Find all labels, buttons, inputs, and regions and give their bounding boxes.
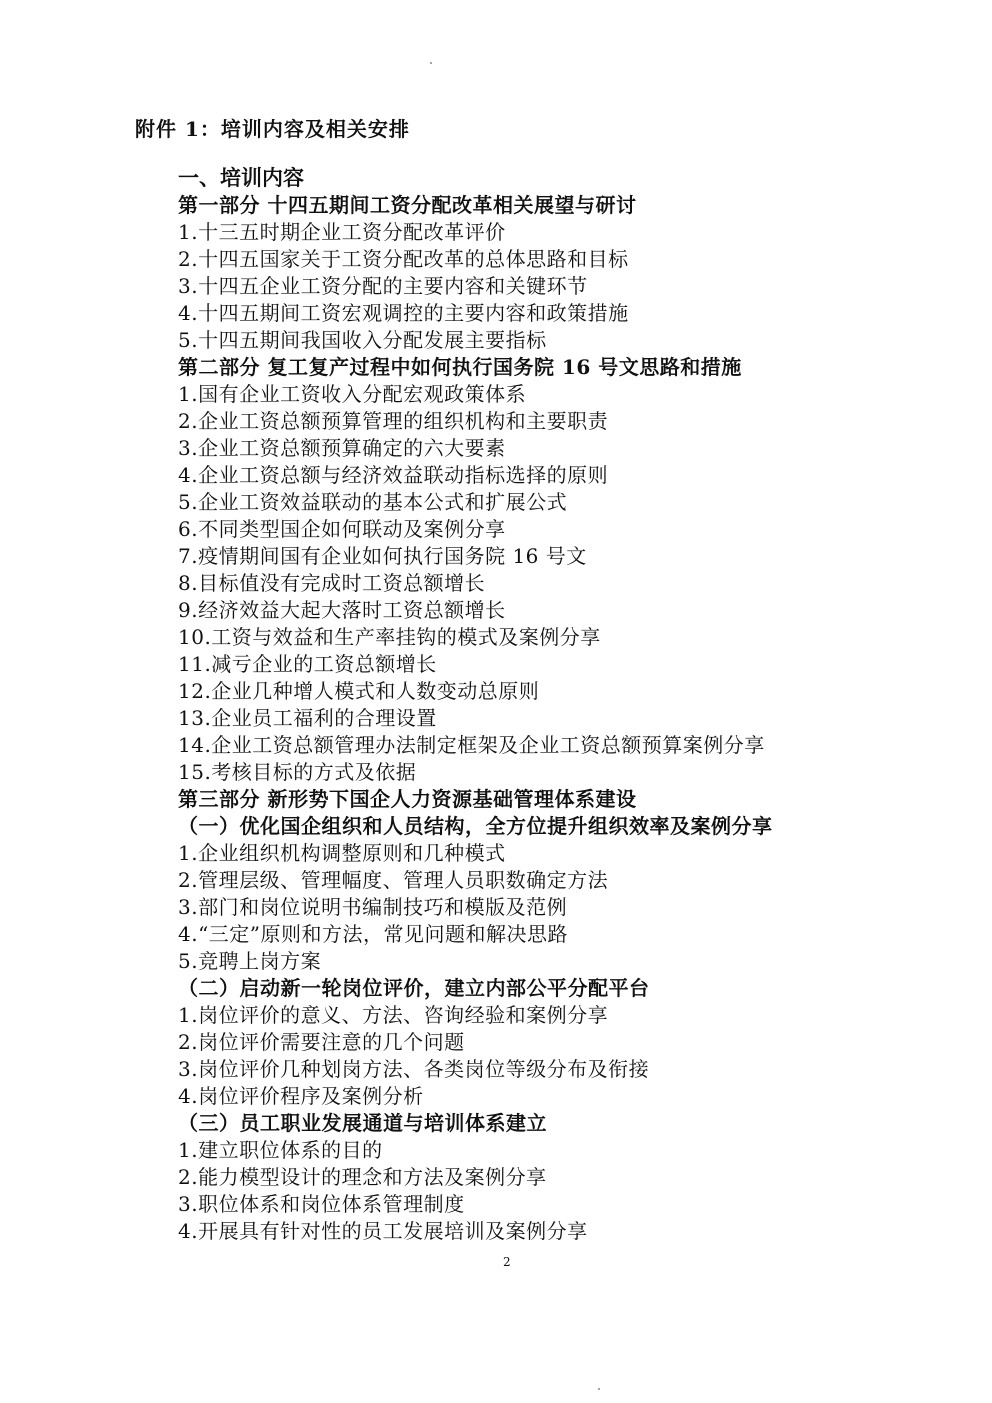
list-item: 15.考核目标的方式及依据 xyxy=(178,760,417,784)
list-item: 2.岗位评价需要注意的几个问题 xyxy=(178,1030,465,1054)
list-item: 2.能力模型设计的理念和方法及案例分享 xyxy=(178,1165,547,1189)
list-item: 14.企业工资总额管理办法制定框架及企业工资总额预算案例分享 xyxy=(178,733,765,757)
list-item: 4.岗位评价程序及案例分析 xyxy=(178,1084,424,1108)
list-item: 3.企业工资总额预算确定的六大要素 xyxy=(178,436,506,460)
page-number: 2 xyxy=(503,1255,511,1269)
list-item: 3.职位体系和岗位体系管理制度 xyxy=(178,1192,465,1216)
list-item: 2.企业工资总额预算管理的组织机构和主要职责 xyxy=(178,409,609,433)
subsection-heading: （一）优化国企组织和人员结构，全方位提升组织效率及案例分享 xyxy=(178,814,773,838)
list-item: 5.竞聘上岗方案 xyxy=(178,949,322,973)
part-heading: 第二部分 复工复产过程中如何执行国务院 16 号文思路和措施 xyxy=(178,355,742,379)
list-item: 2.十四五国家关于工资分配改革的总体思路和目标 xyxy=(178,247,629,271)
list-item: 4.开展具有针对性的员工发展培训及案例分享 xyxy=(178,1219,588,1243)
list-item: 5.十四五期间我国收入分配发展主要指标 xyxy=(178,328,547,352)
list-item: 12.企业几种增人模式和人数变动总原则 xyxy=(178,679,540,703)
subsection-heading: （三）员工职业发展通道与培训体系建立 xyxy=(178,1111,547,1135)
list-item: 3.部门和岗位说明书编制技巧和模版及范例 xyxy=(178,895,568,919)
list-item: 4.企业工资总额与经济效益联动指标选择的原则 xyxy=(178,463,609,487)
section-heading: 一、培训内容 xyxy=(178,165,304,190)
list-item: 11.减亏企业的工资总额增长 xyxy=(178,652,437,676)
content-lines xyxy=(178,192,968,1245)
list-item: 1.建立职位体系的目的 xyxy=(178,1138,383,1162)
list-item: 13.企业员工福利的合理设置 xyxy=(178,706,437,730)
list-item: 2.管理层级、管理幅度、管理人员职数确定方法 xyxy=(178,868,609,892)
list-item: 1.国有企业工资收入分配宏观政策体系 xyxy=(178,382,527,406)
attachment-title: 附件 1：培训内容及相关安排 xyxy=(135,117,410,141)
list-item: 1.企业组织机构调整原则和几种模式 xyxy=(178,841,506,865)
part-heading: 第三部分 新形势下国企人力资源基础管理体系建设 xyxy=(178,787,637,811)
list-item: 4.十四五期间工资宏观调控的主要内容和政策措施 xyxy=(178,301,629,325)
training-content xyxy=(178,163,968,1245)
list-item: 1.十三五时期企业工资分配改革评价 xyxy=(178,220,506,244)
list-item: 8.目标值没有完成时工资总额增长 xyxy=(178,571,486,595)
list-item: 5.企业工资效益联动的基本公式和扩展公式 xyxy=(178,490,568,514)
list-item: 3.十四五企业工资分配的主要内容和关键环节 xyxy=(178,274,588,298)
list-item: 1.岗位评价的意义、方法、咨询经验和案例分享 xyxy=(178,1003,609,1027)
list-item: 3.岗位评价几种划岗方法、各类岗位等级分布及衔接 xyxy=(178,1057,650,1081)
list-item: 6.不同类型国企如何联动及案例分享 xyxy=(178,517,506,541)
scan-speck xyxy=(430,62,432,64)
subsection-heading: （二）启动新一轮岗位评价，建立内部公平分配平台 xyxy=(178,976,650,1000)
list-item: 7.疫情期间国有企业如何执行国务院 16 号文 xyxy=(178,544,587,568)
list-item: 10.工资与效益和生产率挂钩的模式及案例分享 xyxy=(178,625,601,649)
part-heading: 第一部分 十四五期间工资分配改革相关展望与研讨 xyxy=(178,193,637,217)
list-item: 4.“三定”原则和方法，常见问题和解决思路 xyxy=(178,922,569,946)
list-item: 9.经济效益大起大落时工资总额增长 xyxy=(178,598,506,622)
scan-speck xyxy=(598,1388,600,1390)
